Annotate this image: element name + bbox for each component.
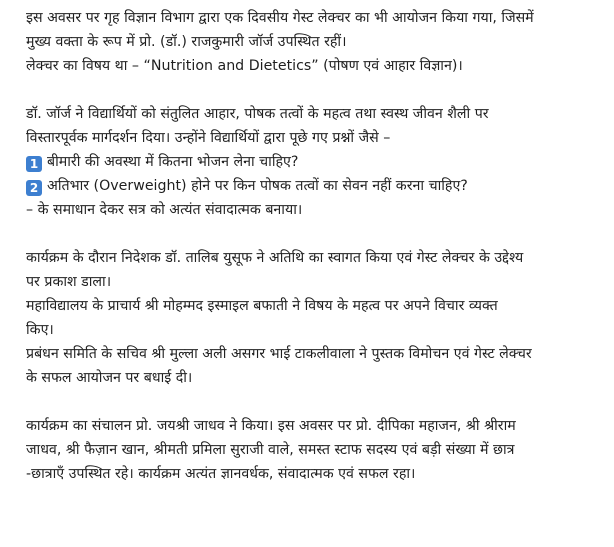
text-line: महाविद्यालय के प्राचार्य श्री मोहम्मद इस्माइल बफाती ने विषय के महत्व पर अपने विचार व्यक्त	[26, 298, 498, 314]
paragraph-guest-lecture	[26, 6, 600, 78]
text-line: विस्तारपूर्वक मार्गदर्शन दिया। उन्होंने विद्यार्थियों द्वारा पूछे गए प्रश्नों जैसे –	[26, 130, 391, 146]
text-line: के सफल आयोजन पर बधाई दी।	[26, 370, 193, 386]
paragraph-welcome	[26, 246, 600, 390]
text-line: मुख्य वक्ता के रूप में प्रो. (डॉ.) राजकुमारी जॉर्ज उपस्थित रहीं।	[26, 34, 347, 50]
text-line: पर प्रकाश डाला।	[26, 274, 112, 290]
text-line: लेक्चर का विषय था – “Nutrition and Dietetics” (पोषण एवं आहार विज्ञान)।	[26, 58, 463, 74]
paragraph-conduct	[26, 414, 600, 486]
text-line: – के समाधान देकर सत्र को अत्यंत संवादात्मक बनाया।	[26, 202, 303, 218]
text-line: डॉ. जॉर्ज ने विद्यार्थियों को संतुलित आहार, पोषक तत्वों के महत्व तथा स्वस्थ जीवन शैली पर	[26, 106, 489, 122]
text-line: कार्यक्रम के दौरान निदेशक डॉ. तालिब युसूफ ने अतिथि का स्वागत किया एवं गेस्ट लेक्चर के उद्देश्य	[26, 250, 524, 266]
text-line: प्रबंधन समिति के सचिव श्री मुल्ला अली असगर भाई टाकलीवाला ने पुस्तक विमोचन एवं गेस्ट लेक्चर	[26, 346, 532, 362]
text-line: इस अवसर पर गृह विज्ञान विभाग द्वारा एक दिवसीय गेस्ट लेक्चर का भी आयोजन किया गया, जिसमें	[26, 10, 534, 26]
question-item	[26, 150, 600, 174]
question-text: बीमारी की अवस्था में कितना भोजन लेना चाहिए?	[47, 154, 299, 170]
text-line: जाधव, श्री फैज़ान खान, श्रीमती प्रमिला सुराजी वाले, समस्त स्टाफ सदस्य एवं बड़ी संख्या में छात्र	[26, 442, 515, 458]
question-item	[26, 174, 600, 198]
text-line: -छात्राएँ उपस्थित रहे। कार्यक्रम अत्यंत ज्ञानवर्धक, संवादात्मक एवं सफल रहा।	[26, 466, 416, 482]
keycap-one-icon: 1	[26, 156, 42, 172]
text-line: कार्यक्रम का संचालन प्रो. जयश्री जाधव ने किया। इस अवसर पर प्रो. दीपिका महाजन, श्री श्रीराम	[26, 418, 516, 434]
text-line: किए।	[26, 322, 54, 338]
paragraph-guidance	[26, 102, 600, 222]
question-text: अतिभार (Overweight) होने पर किन पोषक तत्वों का सेवन नहीं करना चाहिए?	[47, 178, 468, 194]
keycap-two-icon: 2	[26, 180, 42, 196]
